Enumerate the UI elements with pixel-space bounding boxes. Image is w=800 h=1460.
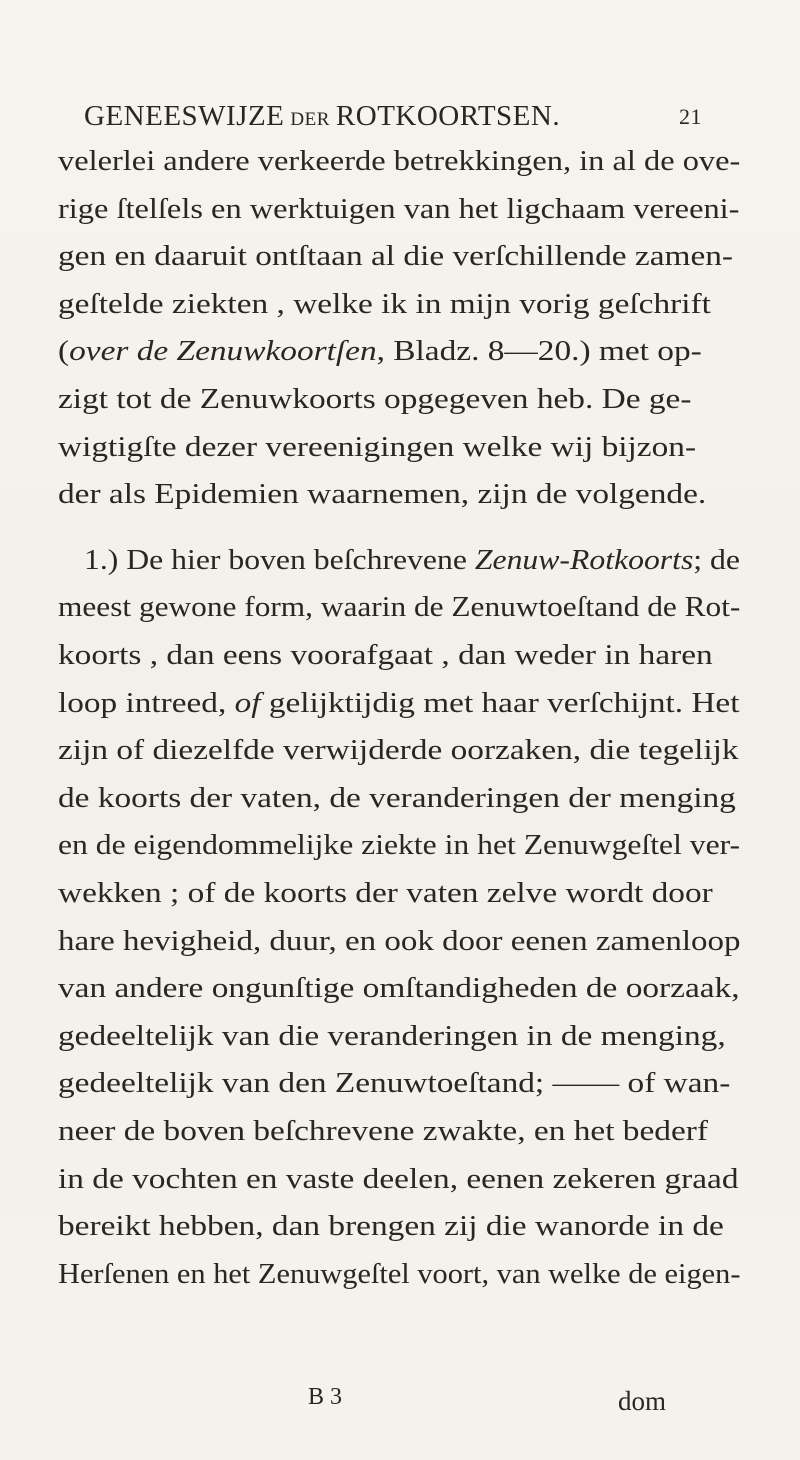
text-line: gedeeltelijk van den Zenuwtoeſtand; —— of wan- bbox=[58, 1067, 731, 1099]
text-line: rige ſtelſels en werktuigen van het ligchaam vereeni- bbox=[58, 193, 740, 225]
header-title-small-caps: DER bbox=[290, 109, 330, 130]
text-line-segment: ; de bbox=[693, 544, 740, 576]
text-line-segment: ( bbox=[58, 335, 70, 367]
text-line: in de vochten en vaste deelen, eenen zekeren graad bbox=[58, 1163, 739, 1195]
text-line: wekken ; of de koorts der vaten zelve wordt door bbox=[58, 877, 713, 909]
text-line: bereikt hebben, dan brengen zij die wanorde in de bbox=[58, 1210, 724, 1242]
text-line: neer de boven beſchrevene zwakte, en het bederf bbox=[58, 1115, 708, 1147]
text-line: der als Epidemien waarnemen, zijn de volgende. bbox=[58, 478, 707, 510]
text-line: gen en daaruit ontſtaan al die verſchillende zamen- bbox=[58, 240, 734, 272]
text-line: de koorts der vaten, de veranderingen der menging bbox=[58, 782, 736, 814]
text-line: koorts , dan eens voorafgaat , dan weder in haren bbox=[58, 639, 713, 671]
running-header bbox=[84, 100, 702, 136]
text-line: meest gewone form, waarin de Zenuwtoeſtand de Rot- bbox=[58, 591, 741, 623]
text-line-segment: , Bladz. 8—20.) met op- bbox=[376, 335, 702, 367]
text-line: en de eigendommelijke ziekte in het Zenuwgeſtel ver- bbox=[58, 829, 741, 861]
text-line: velerlei andere verkeerde betrekkingen, in al de ove- bbox=[58, 145, 741, 177]
text-line: Herſenen en het Zenuwgeſtel voort, van welke de eigen- bbox=[58, 1258, 741, 1290]
signature-mark: B 3 bbox=[308, 1384, 343, 1410]
text-line-segment: 1.) De hier boven beſchrevene bbox=[84, 544, 475, 576]
text-line: gedeeltelijk van die veranderingen in de menging, bbox=[58, 1020, 726, 1052]
page-number: 21 bbox=[679, 104, 702, 129]
header-title-part-1: GENEESWIJZE bbox=[84, 100, 285, 132]
text-line: wigtigſte dezer vereenigingen welke wij bijzon- bbox=[58, 431, 697, 463]
text-line-segment: gelijktijdig met haar verſchijnt. Het bbox=[260, 687, 740, 719]
text-line: geſtelde ziekten , welke ik in mijn vorig geſchrift bbox=[58, 288, 711, 320]
text-line-segment: loop intreed, bbox=[58, 687, 235, 719]
italic-segment: of bbox=[234, 687, 261, 719]
text-line bbox=[84, 543, 740, 577]
italic-segment: Zenuw-Rotkoorts bbox=[474, 544, 694, 576]
text-line bbox=[58, 334, 702, 368]
text-line: zigt tot de Zenuwkoorts opgegeven heb. De ge- bbox=[58, 383, 692, 415]
text-line bbox=[58, 686, 739, 720]
header-title-part-2: ROTKOORTSEN. bbox=[335, 100, 561, 132]
italic-segment: over de Zenuwkoortſen bbox=[69, 335, 377, 367]
text-line: zijn of diezelfde verwijderde oorzaken, die tegelijk bbox=[58, 734, 739, 766]
catchword: dom bbox=[618, 1386, 667, 1416]
text-line: hare hevigheid, duur, en ook door eenen zamenloop bbox=[58, 925, 741, 957]
text-line: van andere ongunſtige omſtandigheden de oorzaak, bbox=[58, 972, 740, 1004]
